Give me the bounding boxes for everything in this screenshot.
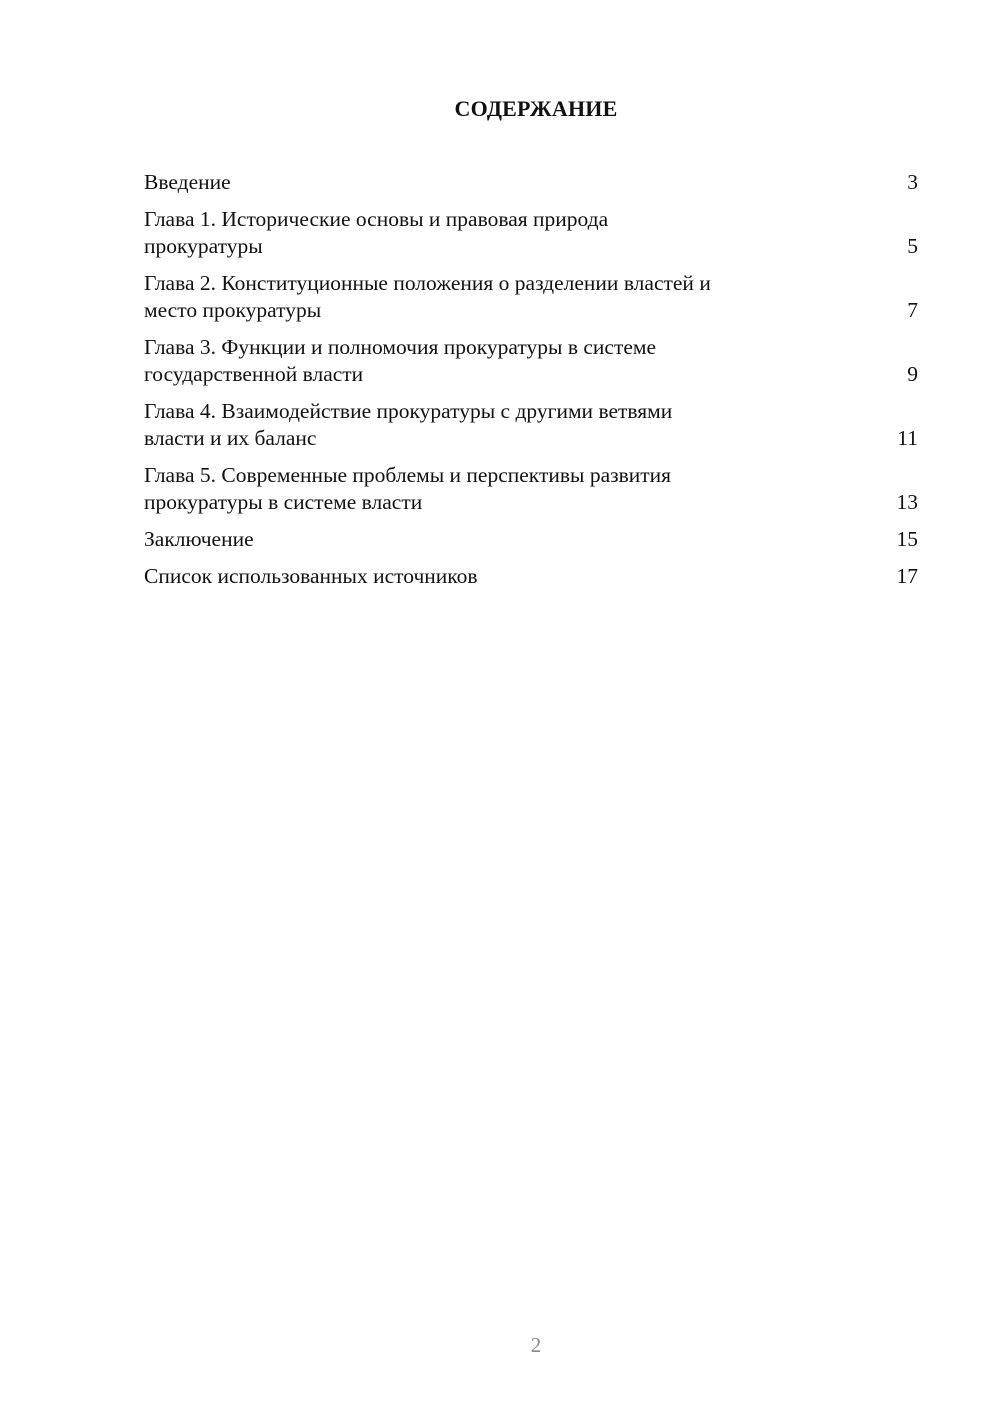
toc-entry-page-number: 9 <box>907 362 918 386</box>
toc-entry-text <box>144 462 824 516</box>
toc-entry-line: власти и их баланс <box>144 426 317 450</box>
page-title: СОДЕРЖАНИЕ <box>454 96 618 121</box>
toc-entry-line: Глава 1. Исторические основы и правовая природа <box>144 207 609 231</box>
toc-entry-page-number: 17 <box>896 564 918 588</box>
toc-entry[interactable] <box>144 398 918 452</box>
toc-entry-line: прокуратуры <box>144 234 263 258</box>
toc-entry[interactable] <box>144 206 918 260</box>
toc-entry-page-number: 13 <box>896 490 918 514</box>
toc-entry-line: прокуратуры в системе власти <box>144 490 423 514</box>
toc-entry[interactable] <box>144 526 918 553</box>
toc-entry-page-number: 15 <box>896 527 918 551</box>
page-number: 2 <box>530 1333 542 1357</box>
toc-entry-line: Глава 2. Конституционные положения о разделении властей и <box>144 271 711 295</box>
toc-entry[interactable] <box>144 169 918 196</box>
toc-entry-line: Заключение <box>144 527 254 551</box>
table-of-contents <box>144 169 918 600</box>
toc-entry-text <box>144 563 824 590</box>
toc-entry-line: Список использованных источников <box>144 564 478 588</box>
toc-entry[interactable] <box>144 563 918 590</box>
toc-entry-text <box>144 169 824 196</box>
toc-entry[interactable] <box>144 334 918 388</box>
toc-entry-page-number: 5 <box>907 234 918 258</box>
toc-entry-page-number: 3 <box>907 170 918 194</box>
toc-entry-line: Глава 5. Современные проблемы и перспективы развития <box>144 463 672 487</box>
toc-entry-line: государственной власти <box>144 362 364 386</box>
toc-entry-page-number: 11 <box>897 426 918 450</box>
toc-entry-line: Глава 3. Функции и полномочия прокуратуры в системе <box>144 335 657 359</box>
toc-entry-text <box>144 334 824 388</box>
toc-entry-page-number: 7 <box>907 298 918 322</box>
toc-entry-text <box>144 398 824 452</box>
toc-entry-line: Введение <box>144 170 231 194</box>
toc-entry[interactable] <box>144 462 918 516</box>
toc-entry-text <box>144 270 824 324</box>
toc-entry-line: место прокуратуры <box>144 298 322 322</box>
toc-entry[interactable] <box>144 270 918 324</box>
toc-entry-text <box>144 206 824 260</box>
toc-entry-line: Глава 4. Взаимодействие прокуратуры с другими ветвями <box>144 399 673 423</box>
toc-entry-text <box>144 526 824 553</box>
